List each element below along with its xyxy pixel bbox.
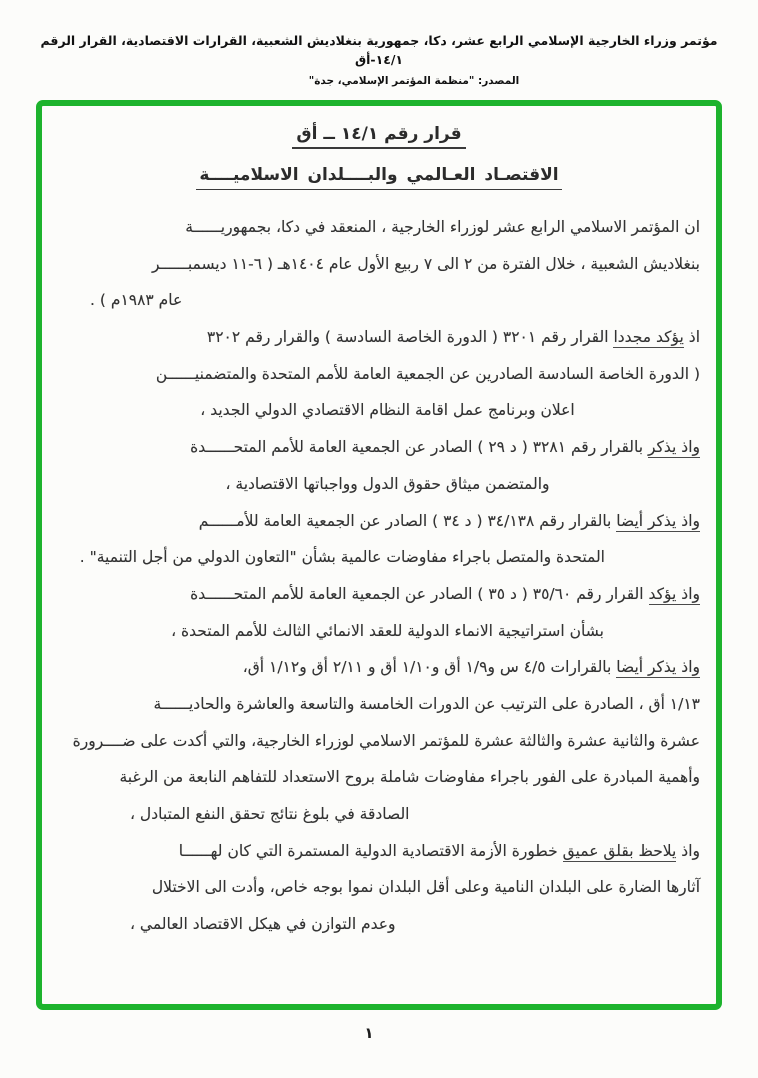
line-text: بالقرار رقم ٣٢٨١ ( د ٢٩ ) الصادر عن الجمعية العامة للأمم المتحــــــدة xyxy=(190,438,648,457)
line-text: ( الدورة الخاصة السادسة الصادرين عن الجمعية العامة للأمم المتحدة والمتضمنيــــــن xyxy=(155,364,700,383)
line-text: آثارها الضارة على البلدان النامية وعلى أقل البلدان نموا بوجه خاص، وأدت الى الاختلال xyxy=(151,878,700,897)
paragraph xyxy=(75,209,700,319)
text-line xyxy=(75,392,700,429)
header-line-1: مؤتمر وزراء الخارجية الإسلامي الرابع عشر، دكا، جمهورية بنغلاديش الشعبية، القرارات الاقتصادية، القرار الرقم ١٤/١-أق xyxy=(40,33,718,67)
line-text: بالقرارات ٤/٥ س و١/٩ أق و١/١٠ أق و ٢/١١ أق و١/١٢ أق، xyxy=(242,658,617,677)
paragraph xyxy=(75,833,700,943)
text-line xyxy=(75,649,700,686)
header-line-2: المصدر: "منظمة المؤتمر الإسلامي، جدة" xyxy=(308,74,520,87)
text-line xyxy=(75,796,700,833)
line-text: القرار رقم ٣٥/٦٠ ( د ٣٥ ) الصادر عن الجمعية العامة للأمم المتحــــــدة xyxy=(190,584,649,603)
paragraph xyxy=(75,429,700,502)
underlined-clause: واذ يؤكد xyxy=(648,584,700,603)
text-line xyxy=(75,429,700,466)
paragraph xyxy=(75,576,700,649)
paragraph xyxy=(72,649,700,832)
underlined-clause: واذ يذكر xyxy=(647,438,700,457)
text-line xyxy=(75,282,700,319)
text-line xyxy=(75,869,700,906)
text-line xyxy=(72,723,700,760)
underlined-clause: يؤكد مجددا xyxy=(613,328,684,347)
line-text: ان المؤتمر الاسلامي الرابع عشر لوزراء الخارجية ، المنعقد في دكا، بجمهوريــــــة xyxy=(185,218,700,236)
text-line xyxy=(75,539,700,576)
line-text: خطورة الأزمة الاقتصادية الدولية المستمرة التي كان لهــــــا xyxy=(178,841,563,860)
line-text: بنغلاديش الشعبية ، خلال الفترة من ٢ الى ٧ ربيع الأول عام ١٤٠٤هـ ( ٦-١١ ديسمبــــــر xyxy=(152,254,700,273)
line-text: القرار رقم ٣٢٠١ ( الدورة الخاصة السادسة ) والقرار رقم ٣٢٠٢ xyxy=(206,328,614,347)
text-line xyxy=(75,833,700,870)
underlined-clause: واذ يذكر أيضا xyxy=(616,658,700,677)
underlined-clause: يلاحظ بقلق عميق xyxy=(562,841,677,860)
line-text: اعلان وبرنامج عمل اقامة النظام الاقتصادي الدولي الجديد ، xyxy=(200,401,575,420)
resolution-title xyxy=(0,124,758,144)
source-header xyxy=(40,32,718,87)
line-text: والمتضمن ميثاق حقوق الدول وواجباتها الاقتصادية ، xyxy=(225,474,550,493)
line-text: بالقرار رقم ٣٤/١٣٨ ( د ٣٤ ) الصادر عن الجمعية العامة للأمــــــم xyxy=(198,511,617,530)
line-text: وعدم التوازن في هيكل الاقتصاد العالمي ، xyxy=(130,915,396,934)
underlined-clause: واذ يذكر أيضا xyxy=(616,511,700,530)
line-text: عام ١٩٨٣م ) . xyxy=(90,291,183,310)
text-line xyxy=(75,209,700,246)
text-line xyxy=(75,759,700,796)
paragraph xyxy=(75,503,700,576)
line-text: بشأن استراتيجية الانماء الدولية للعقد الانمائي الثالث للأمم المتحدة ، xyxy=(171,621,604,640)
page-number: ١ xyxy=(364,1024,374,1042)
text-line xyxy=(75,246,700,283)
text-line xyxy=(75,613,700,650)
line-text: الصادقة في بلوغ نتائج تحقق النفع المتبادل ، xyxy=(130,805,410,823)
line-text: عشرة والثانية عشرة والثالثة عشرة للمؤتمر الاسلامي لوزراء الخارجية، والتي أكدت على ضــــرورة xyxy=(72,731,700,750)
clause-prefix: اذ xyxy=(683,328,700,347)
resolution-subtitle-text: الاقتصـاد العـالمي والبــــلدان الاسلاميــــة xyxy=(196,165,561,190)
line-text: المتحدة والمتصل باجراء مفاوضات عالمية بشأن "التعاون الدولي من أجل التنمية" . xyxy=(79,548,605,567)
text-line xyxy=(75,356,700,393)
clause-prefix: واذ xyxy=(676,841,700,860)
text-line xyxy=(75,906,700,943)
text-line xyxy=(75,576,700,613)
text-line xyxy=(75,503,700,540)
text-line xyxy=(75,466,700,503)
line-text: وأهمية المبادرة على الفور باجراء مفاوضات شاملة بروح الاستعداد للتفاهم النابعة من الرغبة xyxy=(119,768,700,787)
resolution-title-text: قرار رقم ١٤/١ ــ أق xyxy=(292,124,465,149)
text-line xyxy=(75,319,700,356)
document-body xyxy=(72,209,700,943)
text-line xyxy=(75,686,700,723)
paragraph xyxy=(75,319,700,429)
resolution-subtitle xyxy=(0,165,758,185)
line-text: ١/١٣ أق ، الصادرة على الترتيب عن الدورات الخامسة والتاسعة والعاشرة والحاديــــــة xyxy=(153,694,700,713)
